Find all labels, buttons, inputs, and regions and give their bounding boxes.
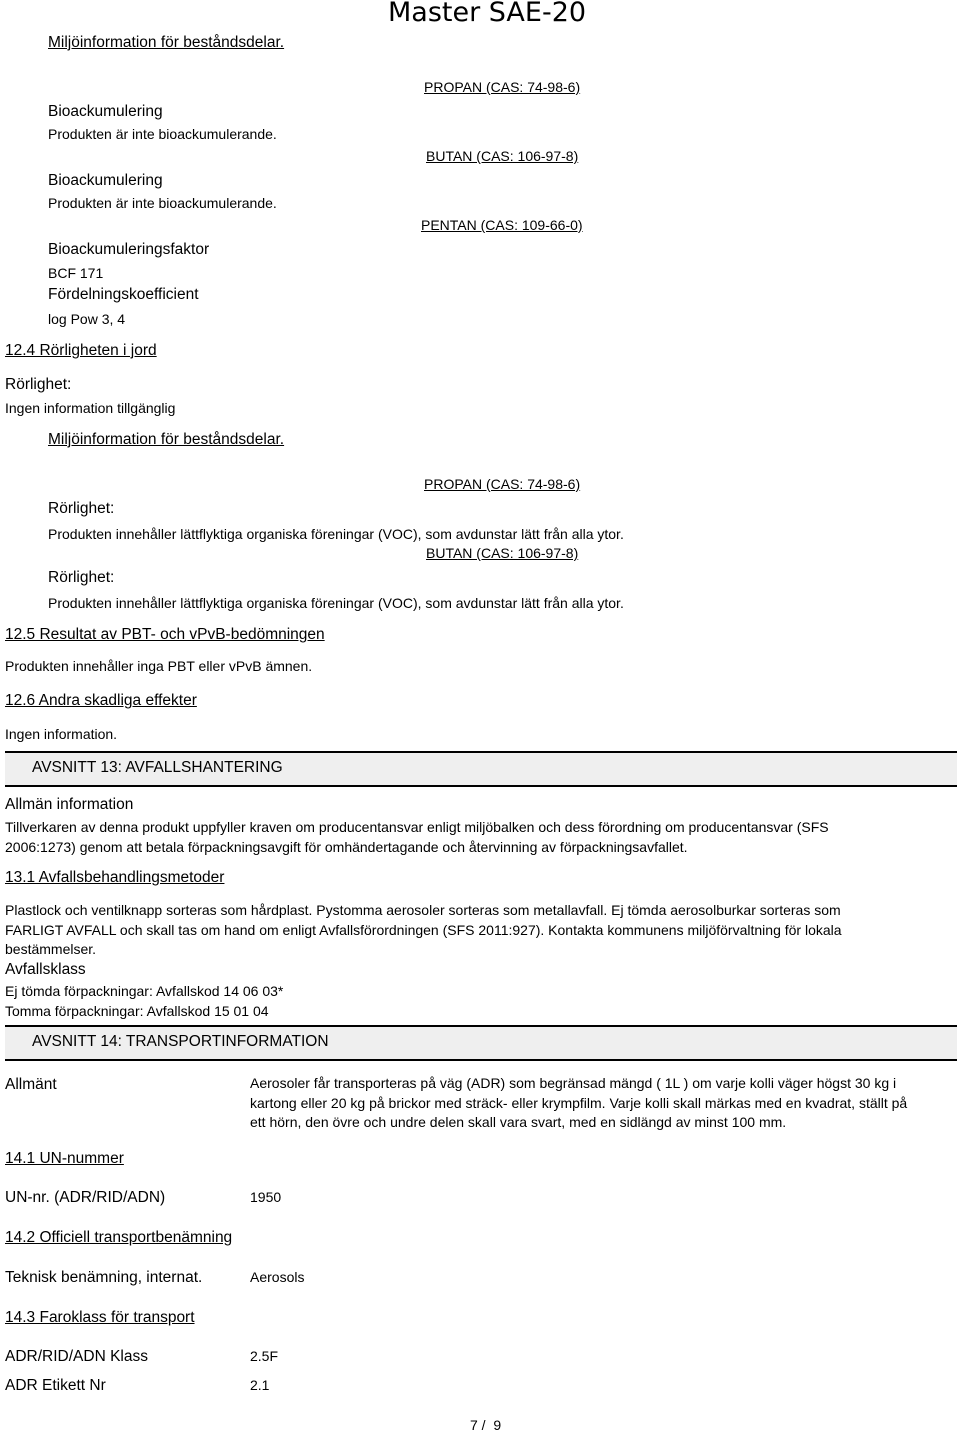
bioaccumulation-label: Bioackumulering bbox=[48, 172, 163, 189]
transport-general-label: Allmänt bbox=[5, 1076, 57, 1093]
mobility-label: Rörlighet: bbox=[5, 376, 72, 393]
section-14-title: AVSNITT 14: TRANSPORTINFORMATION bbox=[32, 1033, 329, 1050]
waste-code-line: Tomma förpackningar: Avfallskod 15 01 04 bbox=[5, 1003, 269, 1019]
general-info-text: Tillverkaren av denna produkt uppfyller kraven om producentansvar enligt miljöbalken och dess förordning om producentansvar (SFS 2006:1273) genom att betala förpackningsavgift för omhändertagande och återvinning av förpackningsavfallet. bbox=[5, 819, 829, 855]
methods-text: Plastlock och ventilknapp sorteras som hårdplast. Pystomma aerosoler sorteras som metallavfall. Ej tömda aerosolburkar sorteras som FARLIGT AVFALL och skall tas om hand om enligt Avfallsförordningen (SFS 2011:927). Kontakta kommunens miljöförvaltning för lokala bestämmelser. bbox=[5, 902, 842, 957]
transport-class-label: ADR/RID/ADN Klass bbox=[5, 1348, 148, 1365]
transport-class-value: 2.5F bbox=[250, 1348, 279, 1364]
section-13-bar bbox=[5, 751, 957, 787]
mobility-text: Produkten innehåller lättflyktiga organiska föreningar (VOC), som avdunstar lätt från alla ytor. bbox=[48, 526, 624, 542]
section-14-2-heading: 14.2 Officiell transportbenämning bbox=[5, 1229, 233, 1246]
section-12-5-heading: 12.5 Resultat av PBT- och vPvB-bedömningen bbox=[5, 626, 325, 643]
section-12-6-heading: 12.6 Andra skadliga effekter bbox=[5, 692, 197, 709]
component-info-label: Miljöinformation för beståndsdelar. bbox=[48, 431, 285, 448]
bioaccumulation-label: Bioackumulering bbox=[48, 103, 163, 120]
bioaccumulation-text: Produkten är inte bioackumulerande. bbox=[48, 126, 277, 142]
cas-propan: PROPAN (CAS: 74-98-6) bbox=[424, 476, 581, 492]
mobility-label: Rörlighet: bbox=[48, 500, 115, 517]
section-13-1-heading: 13.1 Avfallsbehandlingsmetoder bbox=[5, 869, 225, 886]
section-14-1-heading: 14.1 UN-nummer bbox=[5, 1150, 124, 1167]
technical-name-label: Teknisk benämning, internat. bbox=[5, 1269, 203, 1286]
document-title: Master SAE-20 bbox=[388, 0, 587, 28]
un-number-label: UN-nr. (ADR/RID/ADN) bbox=[5, 1189, 166, 1206]
section-13-title: AVSNITT 13: AVFALLSHANTERING bbox=[32, 759, 283, 776]
adr-label-number-value: 2.1 bbox=[250, 1377, 270, 1393]
pbt-text: Produkten innehåller inga PBT eller vPvB ämnen. bbox=[5, 658, 313, 674]
general-info-label: Allmän information bbox=[5, 796, 134, 813]
waste-class-label: Avfallsklass bbox=[5, 961, 86, 978]
cas-butan: BUTAN (CAS: 106-97-8) bbox=[426, 148, 579, 164]
cas-propan: PROPAN (CAS: 74-98-6) bbox=[424, 79, 581, 95]
technical-name-value: Aerosols bbox=[250, 1269, 305, 1285]
section-12-4-heading: 12.4 Rörligheten i jord bbox=[5, 342, 157, 359]
bcf-label: Bioackumuleringsfaktor bbox=[48, 241, 210, 258]
component-info-label: Miljöinformation för beståndsdelar. bbox=[48, 34, 285, 51]
partition-value: log Pow 3, 4 bbox=[48, 311, 126, 327]
other-effects-text: Ingen information. bbox=[5, 726, 118, 742]
transport-general-text: Aerosoler får transporteras på väg (ADR) som begränsad mängd ( 1L ) om varje kolli väger högst 30 kg i kartong eller 20 kg på brickor med sträck- eller krympfilm. Varje kolli skall märkas med en kvadrat, ställt på ett hörn, den övre och undre delen skall vara svart, med en sidlängd av minst 100 mm. bbox=[250, 1075, 908, 1130]
bioaccumulation-text: Produkten är inte bioackumulerande. bbox=[48, 195, 277, 211]
adr-label-number-label: ADR Etikett Nr bbox=[5, 1377, 106, 1394]
mobility-label: Rörlighet: bbox=[48, 569, 115, 586]
bcf-value: BCF 171 bbox=[48, 265, 104, 281]
section-14-bar bbox=[5, 1025, 957, 1061]
un-number-value: 1950 bbox=[250, 1189, 282, 1205]
mobility-text: Produkten innehåller lättflyktiga organiska föreningar (VOC), som avdunstar lätt från alla ytor. bbox=[48, 595, 624, 611]
cas-butan: BUTAN (CAS: 106-97-8) bbox=[426, 545, 579, 561]
mobility-text: Ingen information tillgänglig bbox=[5, 400, 176, 416]
section-14-3-heading: 14.3 Faroklass för transport bbox=[5, 1309, 195, 1326]
cas-pentan: PENTAN (CAS: 109-66-0) bbox=[421, 217, 583, 233]
page-number: 7 / 9 bbox=[470, 1417, 502, 1433]
partition-label: Fördelningskoefficient bbox=[48, 286, 199, 303]
waste-code-line: Ej tömda förpackningar: Avfallskod 14 06 03* bbox=[5, 983, 284, 999]
